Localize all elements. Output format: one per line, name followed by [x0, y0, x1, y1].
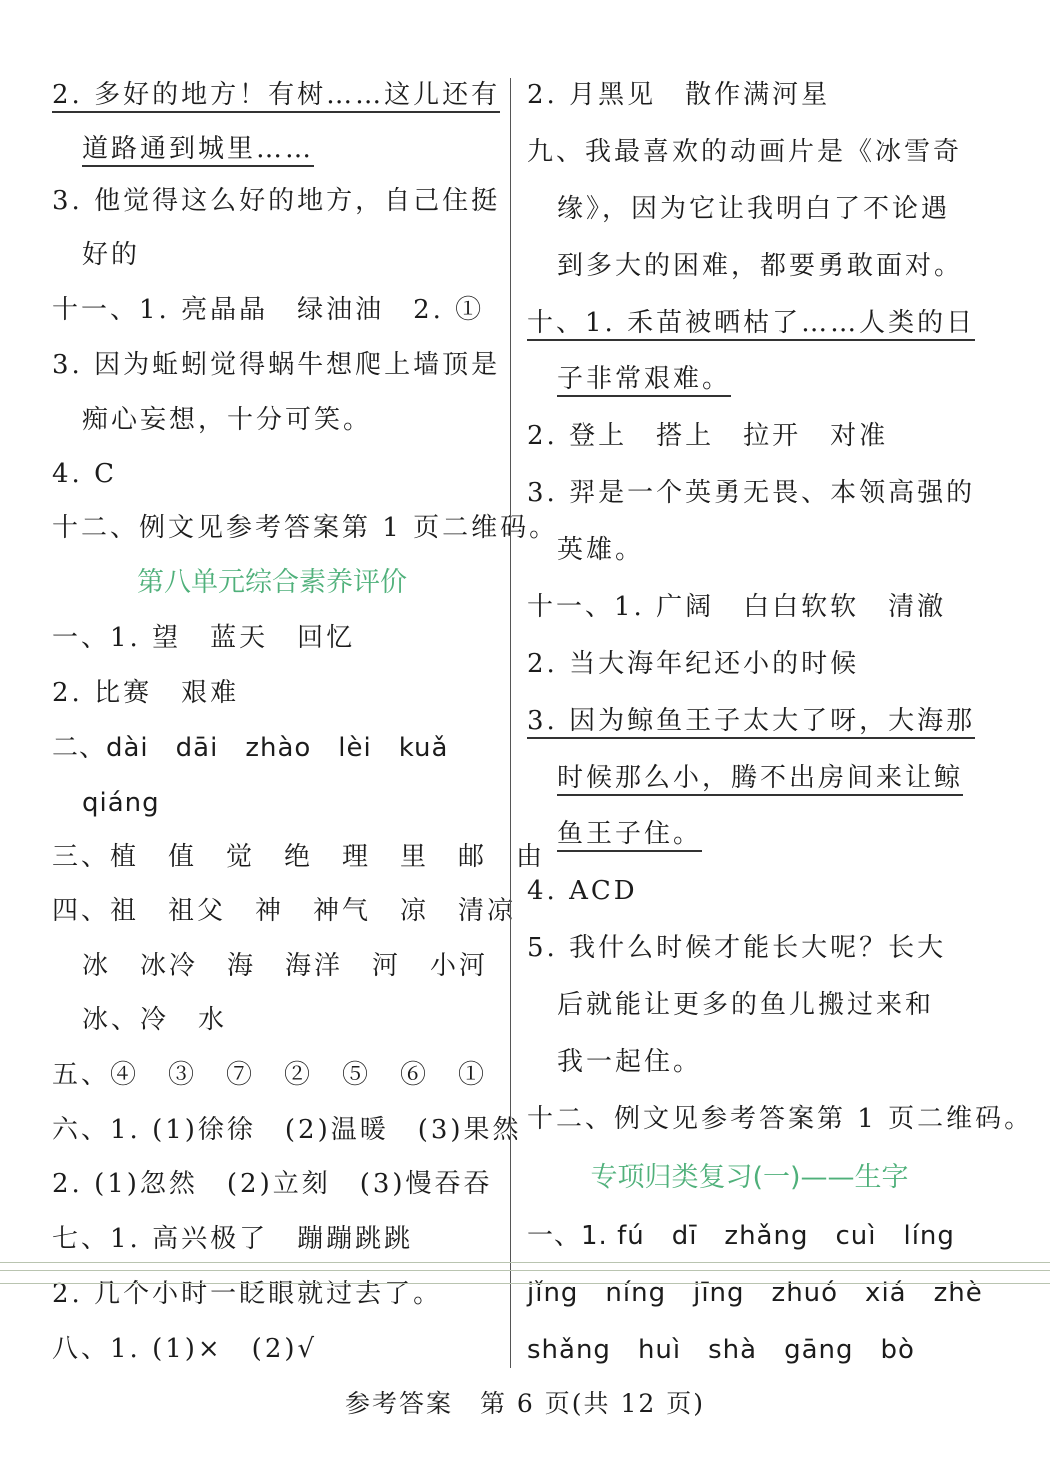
answer-line: 好的 [82, 240, 141, 270]
answer-line: 2. 月黑见 散作满河星 [527, 80, 831, 110]
answer-line: 英雄。 [557, 535, 645, 565]
page-footer: 参考答案 第 6 页(共 12 页) [344, 1389, 705, 1418]
answer-line: 十二、例文见参考答案第 1 页二维码。 [52, 513, 559, 543]
pinyin-line: qiáng [82, 788, 160, 818]
answer-line: 2. 多好的地方！有树……这儿还有 [52, 78, 500, 112]
scan-fold-line [0, 1270, 1050, 1271]
answer-line: 5. 我什么时候才能长大呢？长大 [527, 933, 947, 963]
answer-line: 四、祖 祖父 神 神气 凉 清凉 [52, 896, 517, 926]
answer-line: 缘》，因为它让我明白了不论遇 [557, 194, 951, 224]
pinyin-line: jǐng níng jīng zhuó xiá zhè [527, 1278, 983, 1308]
answer-line: 三、植 值 觉 绝 理 里 邮 由 [52, 842, 546, 872]
column-divider [510, 78, 511, 1368]
answer-line: 鱼王子住。 [557, 817, 702, 851]
answer-line: 七、1. 高兴极了 蹦蹦跳跳 [52, 1224, 414, 1254]
section-heading: 专项归类复习(一)——生字 [590, 1162, 909, 1193]
answer-line: 3. 因为鲸鱼王子太大了呀，大海那 [527, 704, 975, 738]
scan-fold-line [0, 1283, 1050, 1284]
answer-line: 时候那么小，腾不出房间来让鲸 [557, 761, 963, 795]
answer-line: 五、④ ③ ⑦ ② ⑤ ⑥ ① [52, 1060, 488, 1090]
answer-line: 冰、冷 水 [82, 1005, 228, 1035]
answer-line: 八、1. (1)× (2)√ [52, 1334, 318, 1364]
section-heading: 第八单元综合素养评价 [137, 567, 407, 598]
answer-line: 4. C [52, 459, 117, 489]
answer-line: 3. 因为蚯蚓觉得蜗牛想爬上墙顶是 [52, 350, 501, 380]
answer-line: 道路通到城里…… [82, 132, 314, 166]
answer-line: 十一、1. 亮晶晶 绿油油 2. ① [52, 295, 485, 325]
answer-line: 痴心妄想，十分可笑。 [82, 405, 373, 435]
pinyin-line: shǎng huì shà gāng bò [527, 1335, 915, 1365]
pinyin-line: 一、1. fú dī zhǎng cuì líng [527, 1221, 955, 1251]
answer-line: 冰 冰冷 海 海洋 河 小河 [82, 951, 489, 981]
answer-line: 六、1. (1)徐徐 (2)温暖 (3)果然 [52, 1115, 522, 1145]
answer-line: 4. ACD [527, 876, 638, 906]
answer-line: 十一、1. 广阔 白白软软 清澈 [527, 592, 947, 622]
answer-line: 子非常艰难。 [557, 362, 731, 396]
answer-line: 十、1. 禾苗被晒枯了……人类的日 [527, 306, 975, 340]
answer-line: 十二、例文见参考答案第 1 页二维码。 [527, 1104, 1034, 1134]
answer-line: 到多大的困难，都要勇敢面对。 [557, 251, 964, 281]
answer-line: 2. 当大海年纪还小的时候 [527, 649, 860, 679]
answer-line: 一、1. 望 蓝天 回忆 [52, 623, 356, 653]
pinyin-line: 二、dài dāi zhào lèi kuǎ [52, 733, 449, 763]
answer-line: 3. 羿是一个英勇无畏、本领高强的 [527, 478, 976, 508]
answer-line: 2. 登上 搭上 拉开 对准 [527, 421, 889, 451]
answer-line: 后就能让更多的鱼儿搬过来和 [557, 990, 935, 1020]
scan-fold-line [0, 1262, 1050, 1263]
answer-line: 3. 他觉得这么好的地方，自己住挺 [52, 186, 501, 216]
answer-line: 我一起住。 [557, 1047, 703, 1077]
answer-line: 九、我最喜欢的动画片是《冰雪奇 [527, 137, 963, 167]
answer-line: 2. 比赛 艰难 [52, 678, 240, 708]
answer-line: 2. (1)忽然 (2)立刻 (3)慢吞吞 [52, 1169, 493, 1199]
answer-line: 2. 几个小时一眨眼就过去了。 [52, 1279, 443, 1309]
